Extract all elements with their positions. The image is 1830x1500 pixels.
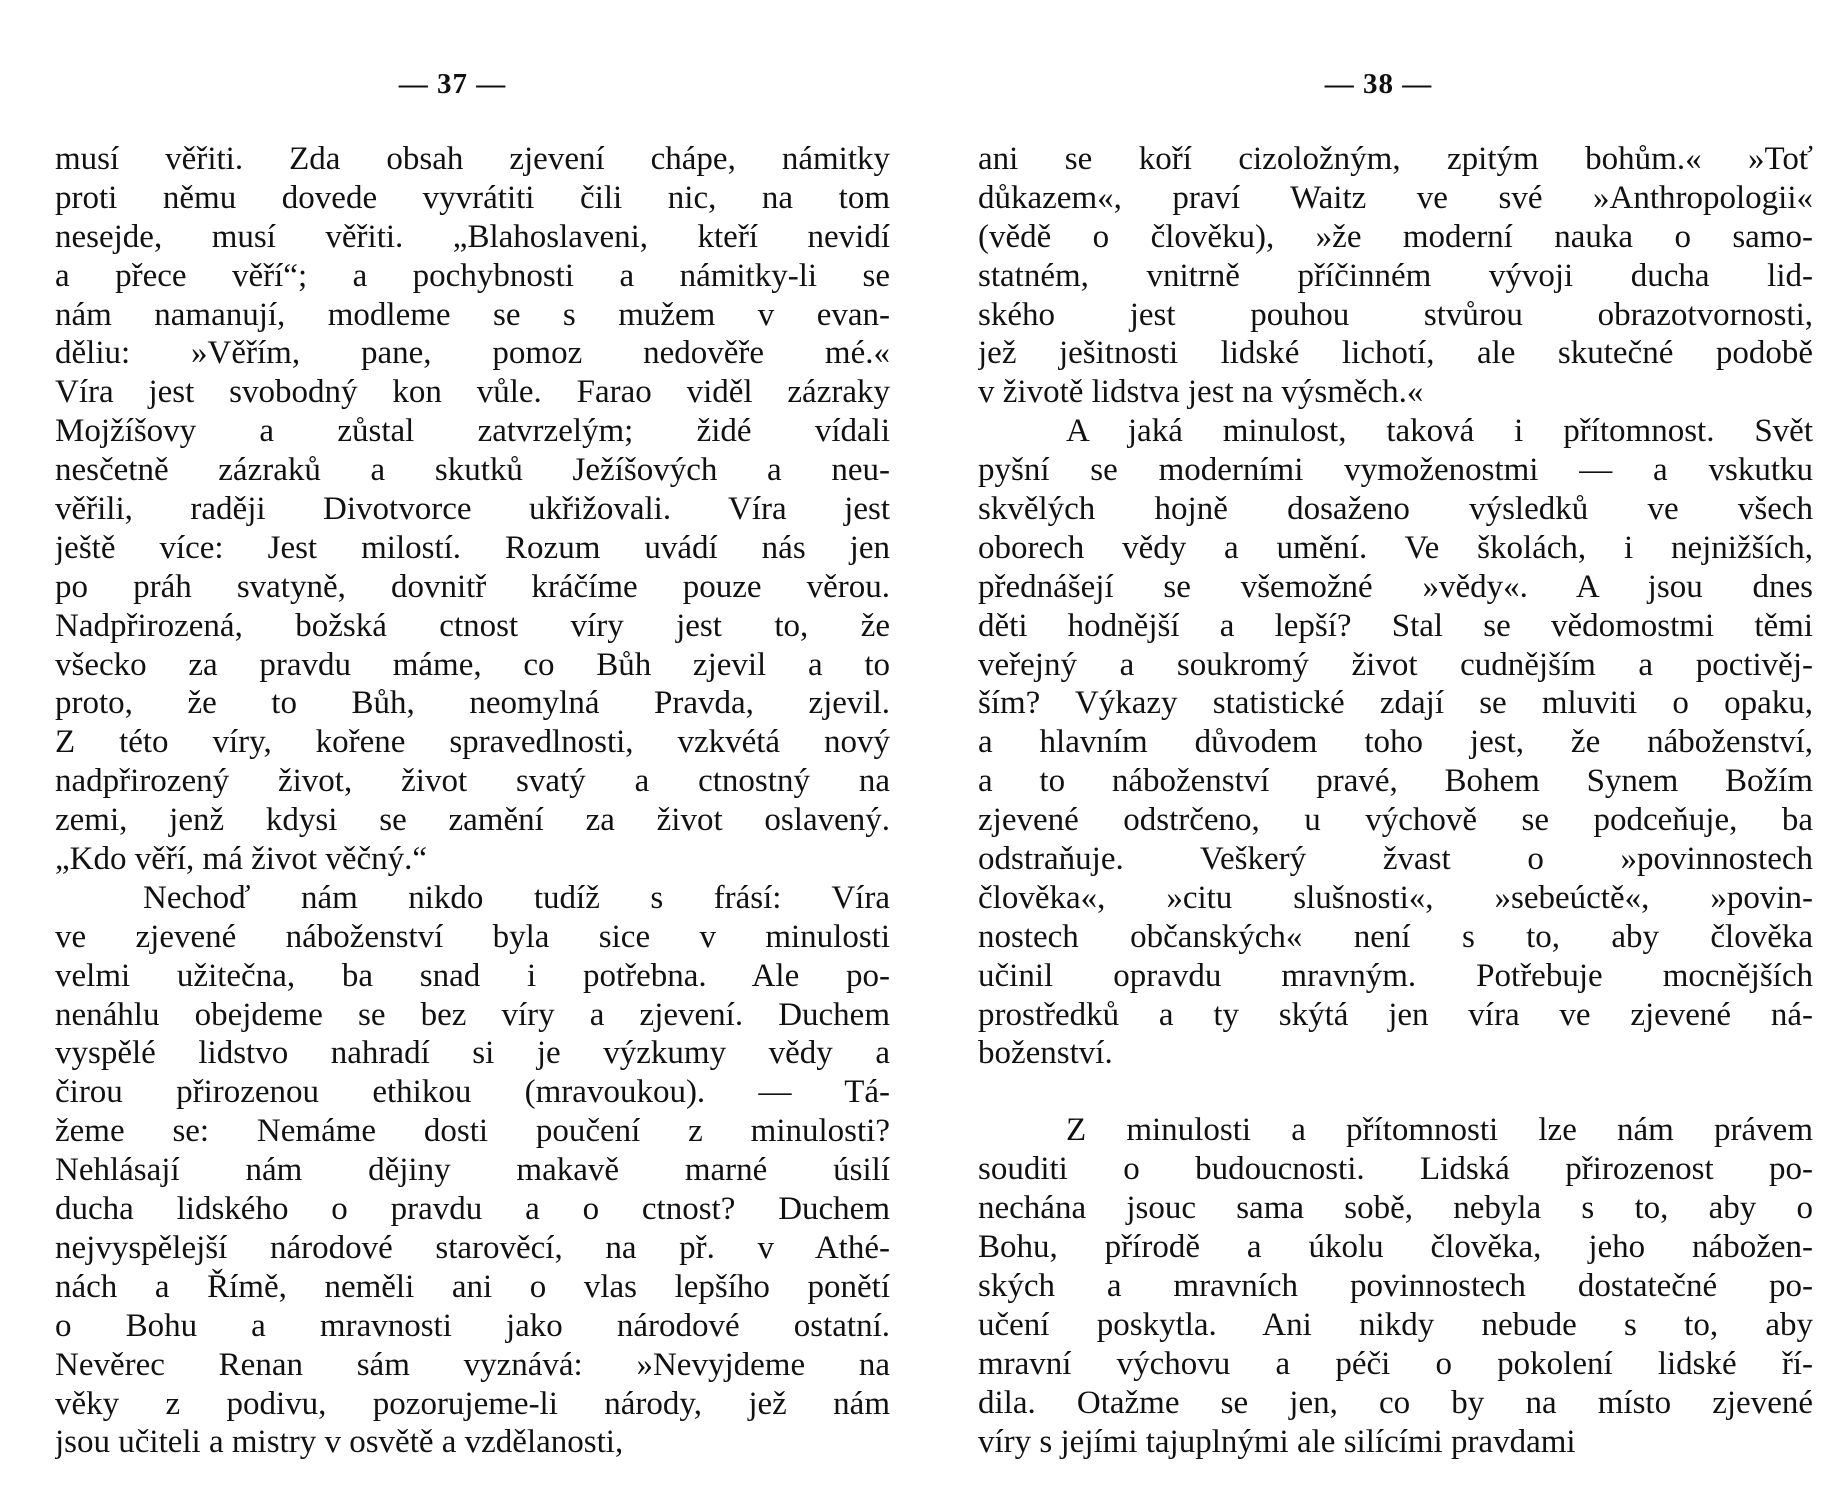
text-line: skvělých hojně dosaženo výsledků ve všech <box>978 491 1813 528</box>
text-line: (vědě o člověku), »že moderní nauka o samo- <box>978 218 1813 255</box>
text-line: ším? Výkazy statistické zdají se mluviti o opaku, <box>978 685 1813 722</box>
text-line: „Kdo věří, má život věčný.“ <box>55 841 428 878</box>
text-line: v životě lidstva jest na výsměch.« <box>978 374 1424 411</box>
text-line: důkazem«, praví Waitz ve své »Anthropologii« <box>978 179 1813 216</box>
text-line: Z této víry, kořene spravedlnosti, vzkvétá nový <box>55 724 890 761</box>
text-line: a přece věří“; a pochybnosti a námitky-li se <box>55 257 890 294</box>
text-line: zjevené odstrčeno, u výchově se podceňuje, ba <box>978 802 1813 839</box>
text-line: učení poskytla. Ani nikdy nebude s to, aby <box>978 1306 1813 1343</box>
text-line: nenáhlu obejdeme se bez víry a zjevení. Duchem <box>55 996 890 1033</box>
text-line: pyšní se moderními vymoženostmi — a vskutku <box>978 452 1813 489</box>
text-line: jež ješitnosti lidské lichotí, ale skutečné podobě <box>978 335 1813 372</box>
text-line: nách a Římě, neměli ani o vlas lepšího ponětí <box>55 1268 890 1305</box>
text-line: děti hodnější a lepší? Stal se vědomostmi těmi <box>978 607 1813 644</box>
text-line: všecko za pravdu máme, co Bůh zjevil a to <box>55 646 890 683</box>
paragraph <box>55 879 890 1462</box>
text-line: Nehlásají nám dějiny makavě marné úsilí <box>55 1152 890 1189</box>
text-line: žeme se: Nemáme dosti poučení z minulosti? <box>55 1113 890 1150</box>
text-line: děliu: »Věřím, pane, pomoz nedověře mé.« <box>55 335 890 372</box>
text-line: boženství. <box>978 1035 1113 1072</box>
text-line: souditi o budoucnosti. Lidská přirozenost po- <box>978 1151 1813 1188</box>
text-line: nadpřirozený život, život svatý a ctnostný na <box>55 763 890 800</box>
paragraph <box>978 140 1813 412</box>
text-line: veřejný a soukromý život cudnějším a poctivěj- <box>978 646 1813 683</box>
text-line: jsou učiteli a mistry v osvětě a vzdělanosti, <box>55 1424 624 1461</box>
text-line: ského jest pouhou stvůrou obrazotvornosti, <box>978 296 1813 333</box>
text-line: odstraňuje. Veškerý žvast o »povinnostech <box>978 841 1813 878</box>
paragraph <box>55 140 890 879</box>
left-page <box>55 0 890 1500</box>
text-line: Mojžíšovy a zůstal zatvrzelým; židé vídali <box>55 413 890 450</box>
text-line: a hlavním důvodem toho jest, že náboženství, <box>978 724 1813 761</box>
text-line: Nechoď nám nikdo tudíž s frásí: Víra <box>143 879 890 916</box>
text-line: ských a mravních povinnostech dostatečné po- <box>978 1267 1813 1304</box>
text-line: člověka«, »citu slušnosti«, »sebeúctě«, »povin- <box>978 879 1813 916</box>
text-line: víry s jejími tajuplnými ale silícími pravdami <box>978 1423 1576 1460</box>
text-line: nesčetně zázraků a skutků Ježíšových a neu- <box>55 452 890 489</box>
page-body <box>55 140 890 1462</box>
text-line: prostředků a ty skýtá jen víra ve zjevené ná- <box>978 996 1813 1033</box>
text-line: ducha lidského o pravdu a o ctnost? Duchem <box>55 1191 890 1228</box>
page-number: — 38 — <box>1324 68 1433 100</box>
text-line: čirou přirozenou ethikou (mravoukou). — Tá- <box>55 1074 890 1111</box>
text-line: učinil opravdu mravným. Potřebuje mocnějších <box>978 957 1813 994</box>
text-line: velmi užitečna, ba snad i potřebna. Ale po- <box>55 957 890 994</box>
paragraph <box>978 412 1813 1073</box>
text-line: proti němu dovede vyvrátiti čili nic, na tom <box>55 179 890 216</box>
text-line: o Bohu a mravnosti jako národové ostatní. <box>55 1307 890 1344</box>
text-line: po práh svatyně, dovnitř kráčíme pouze věrou. <box>55 568 890 605</box>
text-line: Bohu, přírodě a úkolu člověka, jeho nábožen- <box>978 1229 1813 1266</box>
text-line: proto, že to Bůh, neomylná Pravda, zjevil. <box>55 685 890 722</box>
text-line: ještě více: Jest milostí. Rozum uvádí nás jen <box>55 529 890 566</box>
text-line: nám namanují, modleme se s mužem v evan- <box>55 296 890 333</box>
paragraph-gap <box>978 1073 1813 1111</box>
text-line: a to náboženství pravé, Bohem Synem Božím <box>978 763 1813 800</box>
text-line: mravní výchovu a péči o pokolení lidské ří- <box>978 1345 1813 1382</box>
text-line: Z minulosti a přítomnosti lze nám právem <box>1066 1112 1813 1149</box>
text-line: A jaká minulost, taková i přítomnost. Svět <box>1066 413 1813 450</box>
text-line: nostech občanských« není s to, aby člověka <box>978 918 1813 955</box>
text-line: Nevěrec Renan sám vyznává: »Nevyjdeme na <box>55 1346 890 1383</box>
text-line: ani se koří cizoložným, zpitým bohům.« »Toť <box>978 141 1813 177</box>
page-body <box>978 140 1813 1461</box>
text-line: ve zjevené náboženství byla sice v minulosti <box>55 918 890 955</box>
text-line: věřili, raději Divotvorce ukřižovali. Víra jest <box>55 491 890 528</box>
right-page <box>978 0 1813 1500</box>
text-line: věky z podivu, pozorujeme-li národy, jež nám <box>55 1385 890 1422</box>
text-line: dila. Otažme se jen, co by na místo zjevené <box>978 1384 1813 1421</box>
text-line: Nadpřirozená, božská ctnost víry jest to, že <box>55 607 890 644</box>
text-line: musí věřiti. Zda obsah zjevení chápe, námitky <box>55 141 890 177</box>
text-line: statném, vnitrně příčinném vývoji ducha lid- <box>978 257 1813 294</box>
text-line: přednášejí se všemožné »vědy«. A jsou dnes <box>978 568 1813 605</box>
text-line: vyspělé lidstvo nahradí si je výzkumy vědy a <box>55 1035 890 1072</box>
text-line: nesejde, musí věřiti. „Blahoslaveni, kteří nevidí <box>55 218 890 255</box>
text-line: zemi, jenž kdysi se zamění za život oslavený. <box>55 802 890 839</box>
text-line: nejvyspělejší národové starověcí, na př. v Athé- <box>55 1229 890 1266</box>
page-number: — 37 — <box>398 68 507 100</box>
text-line: oborech vědy a umění. Ve školách, i nejnižších, <box>978 529 1813 566</box>
paragraph <box>978 1111 1813 1461</box>
text-line: nechána jsouc sama sobě, nebyla s to, aby o <box>978 1190 1813 1227</box>
text-line: Víra jest svobodný kon vůle. Farao viděl zázraky <box>55 374 890 411</box>
